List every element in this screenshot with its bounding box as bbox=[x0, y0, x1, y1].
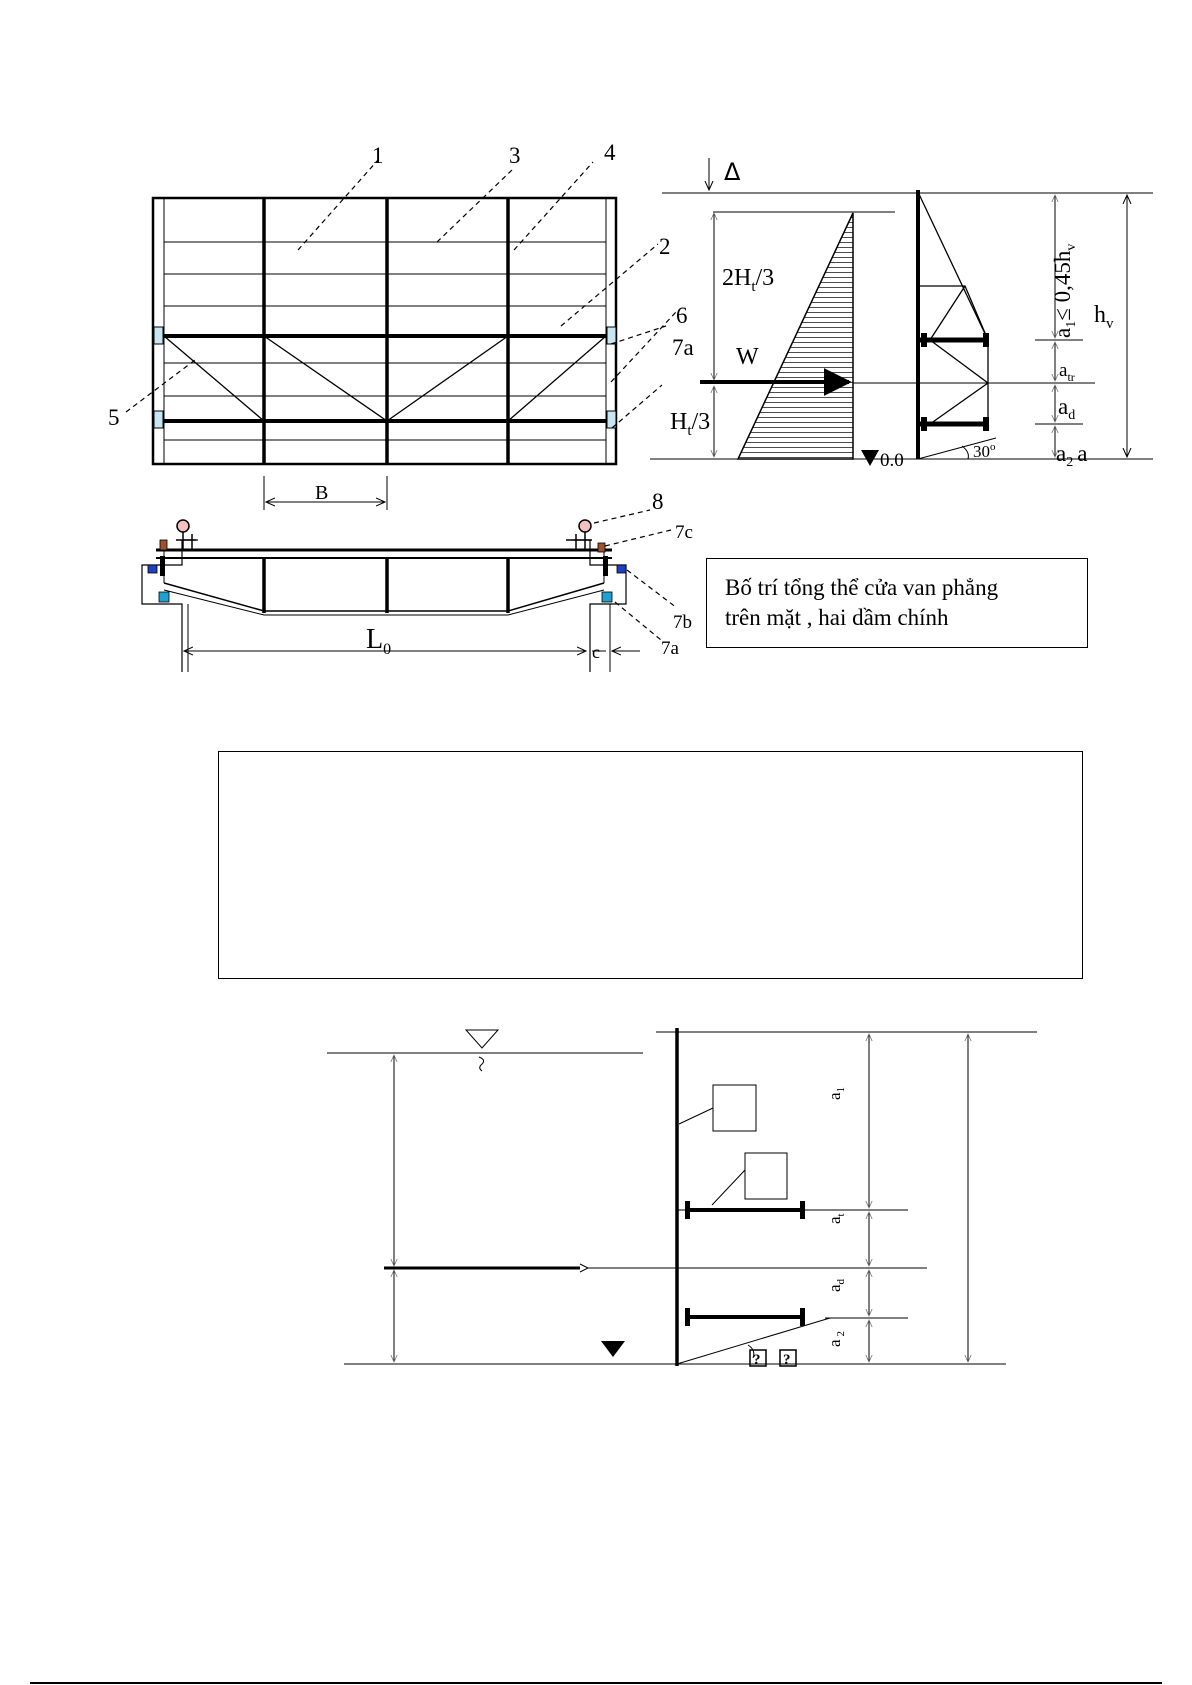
part-label-7a: 7a bbox=[672, 335, 694, 360]
pressure-diagram bbox=[738, 213, 853, 459]
a2-label: $a_2$ a bbox=[1056, 441, 1088, 470]
part-label-7a-plan: 7a bbox=[661, 638, 679, 659]
dim-c-label: c bbox=[592, 642, 600, 662]
delta-label: Δ bbox=[724, 158, 741, 186]
caption-line-1: Bố trí tổng thể cửa van phẳng bbox=[725, 575, 999, 600]
part-label-8: 8 bbox=[652, 489, 664, 514]
frac-ht3: $H_t/3$ bbox=[670, 409, 711, 439]
missing-glyph-2: ? bbox=[783, 1352, 791, 1368]
bottom-ad-label: $a_d$ bbox=[825, 1278, 847, 1292]
bottom-a1-label: $a_1$ bbox=[825, 1086, 847, 1100]
part-label-5: 5 bbox=[108, 405, 120, 430]
bottom-diagram bbox=[327, 1028, 1037, 1366]
caption-line-2: trên mặt , hai dầm chính bbox=[725, 605, 949, 630]
bottom-a2-label: $a_2$ bbox=[825, 1330, 847, 1347]
gate-elevation bbox=[126, 160, 676, 510]
atr-label: $a_{tr}$ bbox=[1059, 360, 1075, 384]
load-diagram bbox=[650, 158, 1153, 466]
ad-label: $a_d$ bbox=[1058, 394, 1076, 423]
load-w-label: W bbox=[736, 344, 759, 370]
elev-zero-label: 0.0 bbox=[880, 450, 904, 471]
dim-L0-label: $L_0$ bbox=[366, 624, 392, 658]
dim-B-label: B bbox=[315, 482, 329, 504]
part-label-2: 2 bbox=[659, 234, 671, 259]
caption-box bbox=[706, 558, 1088, 648]
frac-2ht3: $2H_t/3$ bbox=[722, 265, 775, 295]
empty-text-box bbox=[218, 751, 1083, 979]
bottom-at-label: $a_t$ bbox=[825, 1213, 847, 1224]
part-label-7b: 7b bbox=[673, 612, 692, 633]
part-label-1: 1 bbox=[372, 143, 384, 168]
part-label-3: 3 bbox=[509, 143, 521, 168]
a1-rule-label: $a_1\le 0,45h_v$ bbox=[1050, 243, 1079, 338]
part-label-7c: 7c bbox=[675, 522, 693, 543]
missing-glyph-1: ? bbox=[753, 1352, 761, 1368]
angle-label: 30$^o$ bbox=[973, 441, 996, 461]
hv-label: $h_v$ bbox=[1094, 302, 1114, 332]
part-label-4: 4 bbox=[604, 140, 616, 165]
part-label-6: 6 bbox=[676, 303, 688, 328]
page-bottom-rule bbox=[30, 1682, 1162, 1684]
